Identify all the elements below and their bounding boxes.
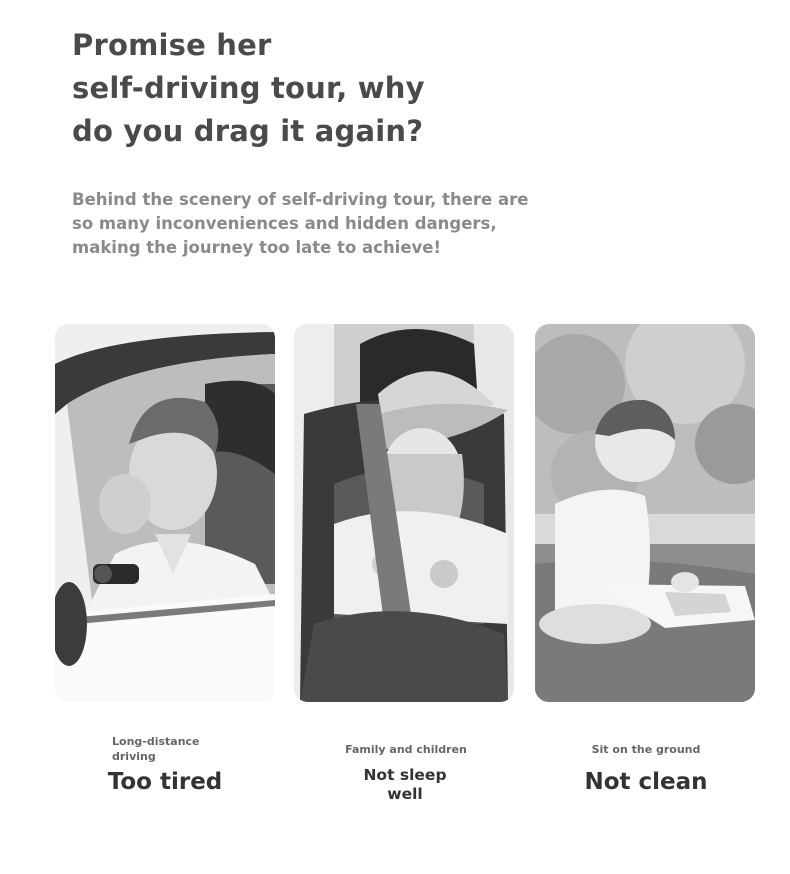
caption-1-subtitle: Long-distance driving <box>112 735 200 763</box>
headline <box>72 24 672 153</box>
headline-line-2: self-driving tour, why <box>72 71 425 105</box>
headline-line-1: Promise her <box>72 28 272 62</box>
sleeping-child-illustration <box>294 324 514 702</box>
caption-3-title: Not clean <box>584 769 708 795</box>
photo-tired-driver <box>55 324 275 702</box>
caption-1-title: Too tired <box>107 769 223 795</box>
photo-sleeping-child <box>294 324 514 702</box>
intro-line-1: Behind the scenery of self-driving tour, there are <box>72 190 529 209</box>
caption-3-subtitle: Sit on the ground <box>591 743 701 756</box>
baby-on-grass-illustration <box>535 324 755 702</box>
photo-baby-on-grass <box>535 324 755 702</box>
intro-text <box>72 188 632 260</box>
caption-2-title: Not sleep well <box>363 766 447 803</box>
headline-line-3: do you drag it again? <box>72 114 424 148</box>
tired-driver-illustration <box>55 324 275 702</box>
intro-line-3: making the journey too late to achieve! <box>72 238 442 257</box>
intro-line-2: so many inconveniences and hidden dangers, <box>72 214 497 233</box>
caption-2-subtitle: Family and children <box>345 743 467 756</box>
